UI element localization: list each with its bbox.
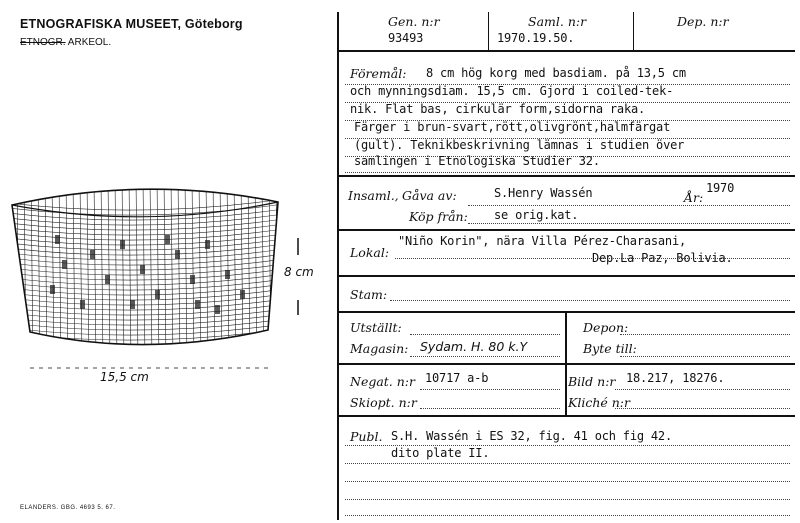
depon-label: Depon: [583, 320, 629, 335]
gava-av-label: Gåva av: [402, 188, 457, 203]
publ-line-1: S.H. Wassén i ES 32, fig. 41 och fig 42. [391, 429, 672, 443]
ar-label: År: [684, 190, 704, 205]
gen-nr-label: Gen. n:r [388, 14, 440, 29]
lokal-line-1: "Niño Korin", nära Villa Pérez-Charasani, [398, 234, 687, 248]
magasin-label: Magasin: [350, 341, 409, 356]
width-note: 15,5 cm [100, 370, 149, 384]
department: ARKEOL. [67, 37, 112, 48]
stam-label: Stam: [350, 287, 388, 302]
insaml-label: Insaml., [348, 188, 399, 203]
publ-label: Publ. [350, 429, 383, 444]
department-struck: ETNOGR. [20, 37, 66, 48]
utstallt-label: Utställt: [350, 320, 402, 335]
bild-nr-value: 18.217, 18276. [626, 371, 725, 385]
lokal-line-2: Dep.La Paz, Bolivia. [592, 251, 733, 265]
height-note: 8 cm [284, 265, 314, 279]
ar-value: 1970 [706, 181, 735, 195]
negat-nr-value: 10717 a-b [425, 371, 489, 385]
publ-line-2: dito plate II. [391, 446, 490, 460]
magasin-value: Sydam. H. 80 k.Y [420, 339, 528, 354]
byte-till-label: Byte till: [583, 341, 637, 356]
gen-nr-value: 93493 [388, 31, 424, 45]
kop-fran-value: se orig.kat. [494, 208, 579, 222]
gava-av-value: S.Henry Wassén [494, 186, 593, 200]
foremal-line-3: nik. Flat bas, cirkulär form,sidorna raka. [350, 102, 646, 116]
department-line [20, 37, 111, 48]
skiopt-nr-label: Skiopt. n:r [350, 395, 417, 410]
printer-footer: ELANDERS. GBG. 4693 5. 67. [20, 505, 116, 511]
lokal-label: Lokal: [350, 245, 390, 260]
foremal-line-4: Färger i brun-svart,rött,olivgrönt,halmfärgat [354, 120, 671, 134]
bild-nr-label: Bild n:r [568, 374, 616, 389]
negat-nr-label: Negat. n:r [350, 374, 415, 389]
foremal-line-1: 8 cm hög korg med basdiam. på 13,5 cm [426, 66, 686, 80]
basket-sketch [0, 180, 335, 390]
foremal-line-2: och mynningsdiam. 15,5 cm. Gjord i coiled-tek- [350, 84, 674, 98]
dep-nr-label: Dep. n:r [677, 14, 729, 29]
saml-nr-value: 1970.19.50. [497, 31, 575, 45]
kliche-nr-label: Kliché n:r [568, 395, 630, 410]
saml-nr-label: Saml. n:r [528, 14, 587, 29]
foremal-label: Föremål: [350, 66, 407, 81]
foremal-line-6: samlingen i Etnologiska Studier 32. [354, 154, 600, 168]
foremal-line-5: (gult). Teknikbeskrivning lämnas i studien över [354, 138, 685, 152]
kop-fran-label: Köp från: [409, 209, 468, 224]
museum-name: ETNOGRAFISKA MUSEET, Göteborg [20, 17, 243, 31]
